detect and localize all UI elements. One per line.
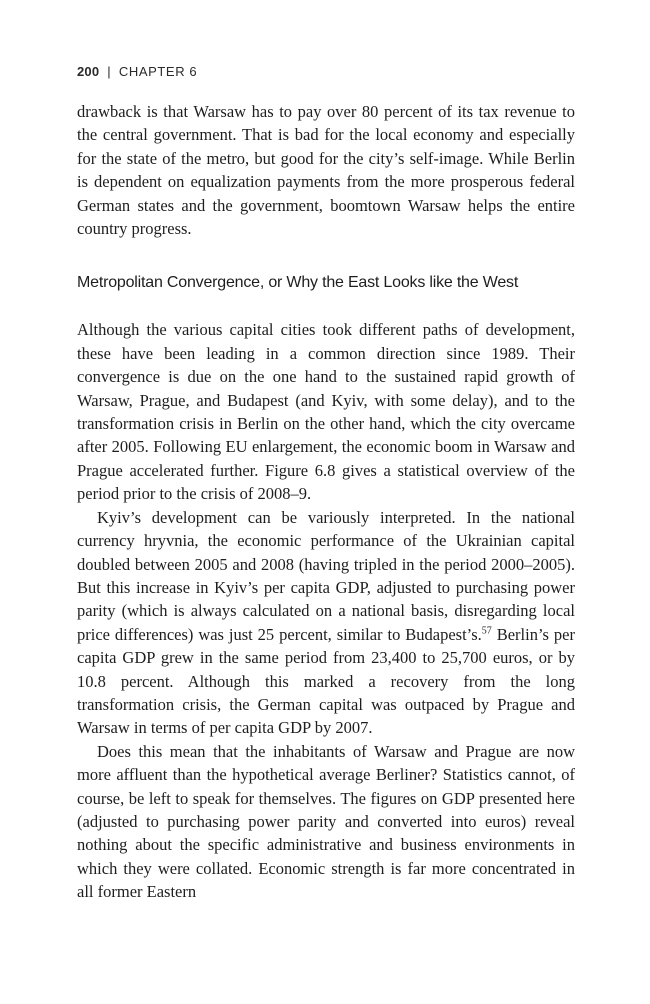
paragraph-4: Does this mean that the inhabitants of Warsaw and Prague are now more affluent than the hypothetical average Berliner? Statistics cannot, of course, be left to speak for themselves. The figures on GDP presented here (adjusted to purchasing power parity and converted into euros) reveal nothing about the specific administrative and business environments in which they were collated. Economic strength is far more concentrated in all former Eastern <box>77 741 575 902</box>
header-separator: | <box>107 64 111 79</box>
chapter-label: CHAPTER 6 <box>118 64 198 79</box>
paragraph-1: drawback is that Warsaw has to pay over 80 percent of its tax revenue to the central government. That is bad for the local economy and especially for the state of the metro, but good for the city’s self-image. While Berlin is dependent on equalization payments from the more prosperous federal German states and the government, boomtown Warsaw helps the entire country progress. <box>77 102 575 239</box>
running-head <box>77 62 575 82</box>
paragraph-2: Although the various capital cities took different paths of development, these have been leading in a common direction since 1989. Their convergence is due on the one hand to the sustained rapid growth of Warsaw, Prague, and Budapest (and Kyiv, with some delay), and to the transformation crisis in Berlin on the other hand, which the city overcame after 2005. Following EU enlargement, the economic boom in Warsaw and Prague accelerated further. Figure 6.8 gives a statistical overview of the period prior to the crisis of 2008–9. <box>77 320 575 504</box>
page-number: 200 <box>77 64 100 79</box>
paragraph-3-text-a: Kyiv’s development can be variously interpreted. In the national currency hryvnia, the economic performance of the Ukrainian capital doubled between 2005 and 2008 (having tripled in the period 2000–2005). But this increase in Kyiv’s per capita GDP, adjusted to purchasing power parity (which is always calculated on a national basis, disregarding local price differences) was just 25 percent, similar to Budapest’s. <box>77 507 575 644</box>
footnote-reference: 57 <box>481 625 492 637</box>
book-page <box>77 62 575 904</box>
section-heading: Metropolitan Convergence, or Why the East Looks like the West <box>77 274 519 292</box>
paragraph-3 <box>77 506 575 740</box>
paragraph-3-text-b: Berlin’s per capita GDP grew in the same period from 23,400 to 25,700 euros, or by 10.8 percent. Although this marked a recovery from the long transformation crisis, the German capital was outpaced by Prague and Warsaw in terms of per capita GDP by 2007. <box>77 624 575 738</box>
